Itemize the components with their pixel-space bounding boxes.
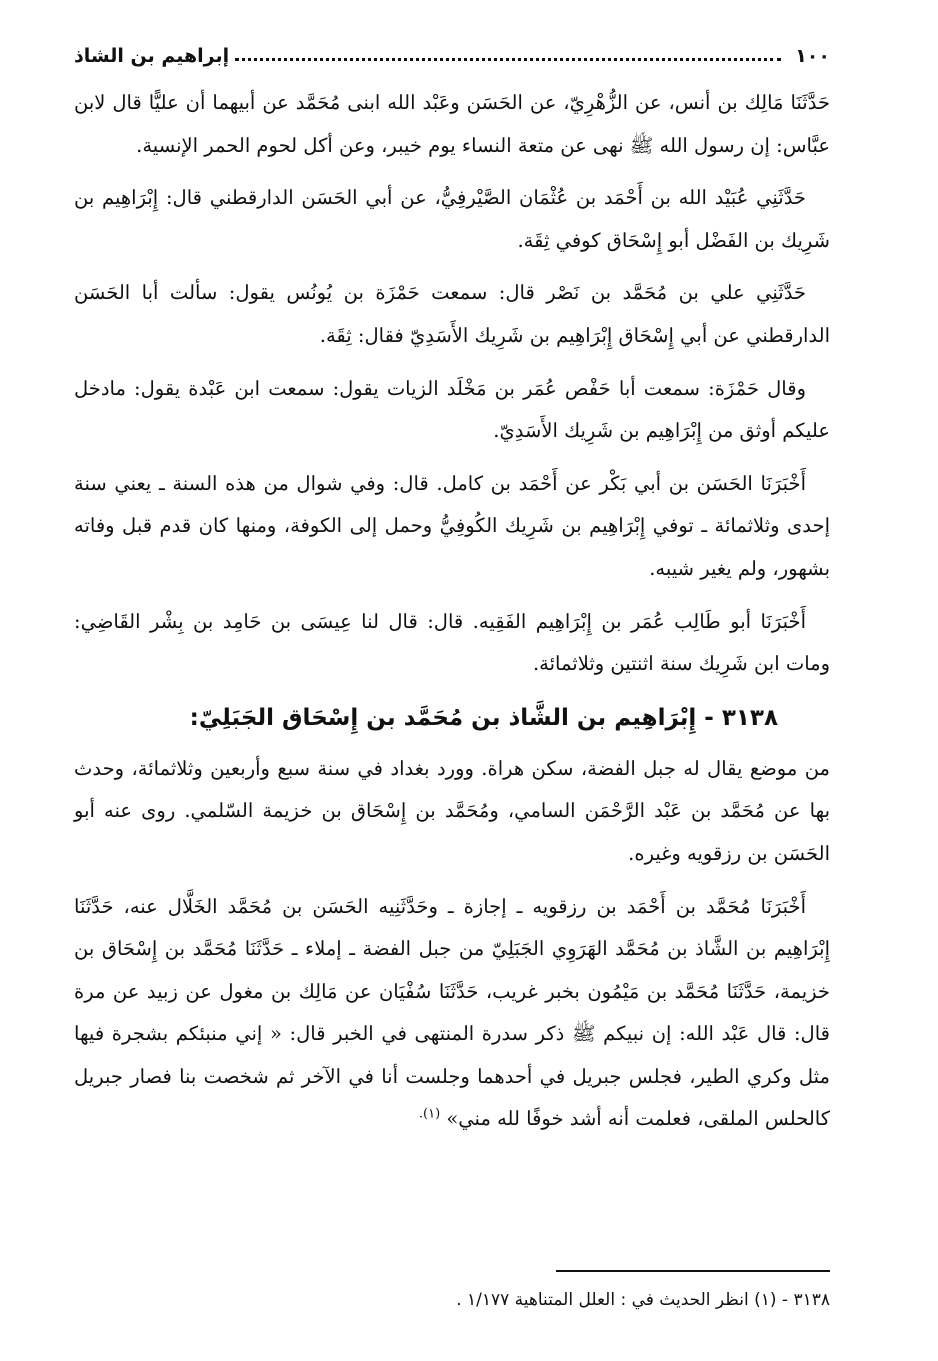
page-header <box>74 38 830 74</box>
entry-paragraph-text: أَخْبَرَنَا مُحَمَّد بن أَحْمَد بن رزقويه ـ إجازة ـ وحَدَّثَنِيه الحَسَن بن مُحَمَّد الخَلَّال عنه، حَدَّثَنَا إِبْرَاهِيم بن الشَّاذ بن مُحَمَّد الهَرَوِي الجَبَلِيّ من جبل الفضة ـ إملاء ـ حَدَّثَنَا مُحَمَّد بن إِسْحَاق بن خزيمة، حَدَّثَنَا مُحَمَّد بن مَيْمُون بخبر غريب، حَدَّثَنَا سُفْيَان عن مَالِك بن مغول عن زبيد عن مرة قال: قال عَبْد الله: إن نبيكم ﷺ ذكر سدرة المنتهى في الخبر قال: « إني منبئكم بشجرة فيها مثل وكري الطير، فجلس جبريل في أحدهما وجلست أنا في الآخر ثم شخصت بنا فصار جبريل كالحلس الملقى، فعلمت أنه أشد خوفًا لله مني» <box>74 894 830 1131</box>
running-title: إبراهيم بن الشاذ <box>74 45 230 67</box>
paragraph: أَخْبَرَنَا الحَسَن بن أبي بَكْر عن أَحْمَد بن كامل. قال: وفي شوال من هذه السنة ـ يعني سنة إحدى وثلاثمائة ـ توفي إِبْرَاهِيم بن شَرِيك الكُوفِيُّ وحمل إلى الكوفة، ومنها كان قدم قبل وفاته بشهور، ولم يغير شيبه. <box>74 471 830 580</box>
footnote-marker: (١). <box>418 1106 441 1122</box>
footnote-rule <box>556 1270 830 1272</box>
paragraph: أَخْبَرَنَا أبو طَالِب عُمَر بن إِبْرَاهِيم الفَقِيه. قال: قال لنا عِيسَى بن حَامِد بن بِشْر القَاضِي: ومات ابن شَرِيك سنة اثنتين وثلاثمائة. <box>74 609 830 676</box>
entry-paragraph <box>74 886 830 1142</box>
page-body <box>74 82 830 1151</box>
entry-paragraph: من موضع يقال له جبل الفضة، سكن هراة. وورد بغداد في سنة سبع وأربعين وثلاثمائة، وحدث بها عن مُحَمَّد بن عَبْد الرَّحْمَن السامي، ومُحَمَّد بن إِسْحَاق بن خزيمة السّلمي. روى عنه أبو الحَسَن بن رزقويه وغيره. <box>74 756 830 865</box>
entry-heading: ٣١٣٨ - إِبْرَاهِيم بن الشَّاذ بن مُحَمَّد بن إِسْحَاق الجَبَلِيّ: <box>189 704 778 731</box>
footnote-text: ٣١٣٨ - (١) انظر الحديث في : العلل المتناهية ١/١٧٧ . <box>456 1290 830 1310</box>
paragraph: حَدَّثَنِي علي بن مُحَمَّد بن نَصْر قال: سمعت حَمْزَة بن يُونُس يقول: سألت أبا الحَسَن الدارقطني عن أبي إِسْحَاق إِبْرَاهِيم بن شَرِيك الأَسَدِيّ فقال: ثِقَة. <box>74 281 830 347</box>
book-page <box>74 30 830 1330</box>
header-dotted-leader <box>235 58 781 61</box>
paragraph: حَدَّثَنِي عُبَيْد الله بن أَحْمَد بن عُثْمَان الصَّيْرفِيُّ، عن أبي الحَسَن الدارقطني قال: إِبْرَاهِيم بن شَرِيك بن الفَضْل أبو إِسْحَاق كوفي ثِقَة. <box>74 186 830 252</box>
page-number: ١٠٠ <box>795 45 830 67</box>
footnotes <box>74 1270 830 1314</box>
paragraph: حَدَّثَنَا مَالِك بن أنس، عن الزُّهْرِيّ، عن الحَسَن وعَبْد الله ابنى مُحَمَّد عن أبيهما أن عليًّا قال لابن عبَّاس: إن رسول الله ﷺ نهى عن متعة النساء يوم خيبر، وعن أكل لحوم الحمر الإنسية. <box>74 91 830 157</box>
paragraph: وقال حَمْزَة: سمعت أبا حَفْص عُمَر بن مَخْلَد الزيات يقول: سمعت ابن عَبْدة يقول: مادخل عليكم أوثق من إِبْرَاهِيم بن شَرِيك الأَسَدِيّ. <box>74 376 830 443</box>
